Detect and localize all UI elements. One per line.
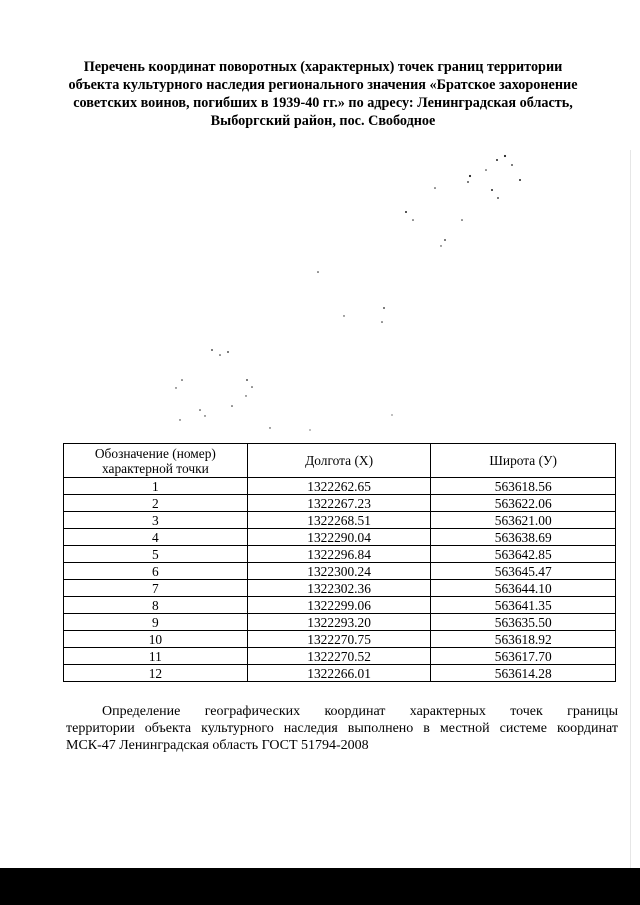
table-row: [64, 563, 616, 580]
table-row: [64, 597, 616, 614]
note-line-2: территории объекта культурного наследия выполнено в местной системе координат: [66, 721, 618, 736]
cell-latitude: 563635.50: [431, 614, 616, 631]
coordinate-system-note: [66, 703, 618, 754]
scan-edge-line: [630, 150, 631, 868]
cell-latitude: 563621.00: [431, 512, 616, 529]
cell-latitude: 563642.85: [431, 546, 616, 563]
cell-point-number: 11: [64, 648, 248, 665]
table-row: [64, 512, 616, 529]
table-body: [64, 478, 616, 682]
table-row: [64, 631, 616, 648]
header-latitude: Широта (У): [431, 444, 616, 478]
cell-latitude: 563618.56: [431, 478, 616, 495]
table-row: [64, 614, 616, 631]
cell-longitude: 1322268.51: [247, 512, 431, 529]
header-point-number-line-1: Обозначение (номер): [94, 445, 216, 461]
table-row: [64, 546, 616, 563]
cell-latitude: 563617.70: [431, 648, 616, 665]
cell-point-number: 3: [64, 512, 248, 529]
cell-longitude: 1322270.52: [247, 648, 431, 665]
cell-point-number: 6: [64, 563, 248, 580]
cell-point-number: 9: [64, 614, 248, 631]
cell-longitude: 1322299.06: [247, 597, 431, 614]
title-line-3: советских воинов, погибших в 1939-40 гг.» по адресу: Ленинградская область,: [73, 95, 573, 111]
table-row: [64, 580, 616, 597]
title-line-1: Перечень координат поворотных (характерных) точек границ территории: [83, 59, 563, 75]
note-line-3: МСК-47 Ленинградская область ГОСТ 51794-2008: [66, 738, 369, 753]
table-header-row: [64, 444, 616, 478]
cell-longitude: 1322270.75: [247, 631, 431, 648]
cell-point-number: 10: [64, 631, 248, 648]
cell-point-number: 1: [64, 478, 248, 495]
note-line-1: Определение географических координат характерных точек границы: [102, 704, 618, 719]
cell-latitude: 563644.10: [431, 580, 616, 597]
cell-point-number: 5: [64, 546, 248, 563]
cell-longitude: 1322296.84: [247, 546, 431, 563]
cell-latitude: 563614.28: [431, 665, 616, 682]
cell-latitude: 563622.06: [431, 495, 616, 512]
cell-point-number: 7: [64, 580, 248, 597]
cell-longitude: 1322302.36: [247, 580, 431, 597]
title-line-2: объекта культурного наследия регионального значения «Братское захоронение: [68, 77, 578, 93]
cell-point-number: 2: [64, 495, 248, 512]
header-longitude: Долгота (Х): [247, 444, 431, 478]
cell-point-number: 12: [64, 665, 248, 682]
cell-longitude: 1322300.24: [247, 563, 431, 580]
cell-point-number: 4: [64, 529, 248, 546]
scan-bottom-bar: [0, 868, 640, 905]
header-point-number-line-2: характерной точки: [102, 460, 209, 476]
table-row: [64, 478, 616, 495]
header-point-number: [64, 444, 248, 478]
cell-longitude: 1322266.01: [247, 665, 431, 682]
coordinates-table: [63, 443, 616, 682]
scan-noise: [0, 0, 640, 440]
cell-latitude: 563641.35: [431, 597, 616, 614]
table-row: [64, 665, 616, 682]
cell-longitude: 1322290.04: [247, 529, 431, 546]
cell-longitude: 1322293.20: [247, 614, 431, 631]
table-row: [64, 495, 616, 512]
cell-longitude: 1322267.23: [247, 495, 431, 512]
cell-longitude: 1322262.65: [247, 478, 431, 495]
cell-point-number: 8: [64, 597, 248, 614]
table-row: [64, 648, 616, 665]
cell-latitude: 563638.69: [431, 529, 616, 546]
table-row: [64, 529, 616, 546]
cell-latitude: 563618.92: [431, 631, 616, 648]
cell-latitude: 563645.47: [431, 563, 616, 580]
title-line-4: Выборгский район, пос. Свободное: [210, 113, 436, 129]
